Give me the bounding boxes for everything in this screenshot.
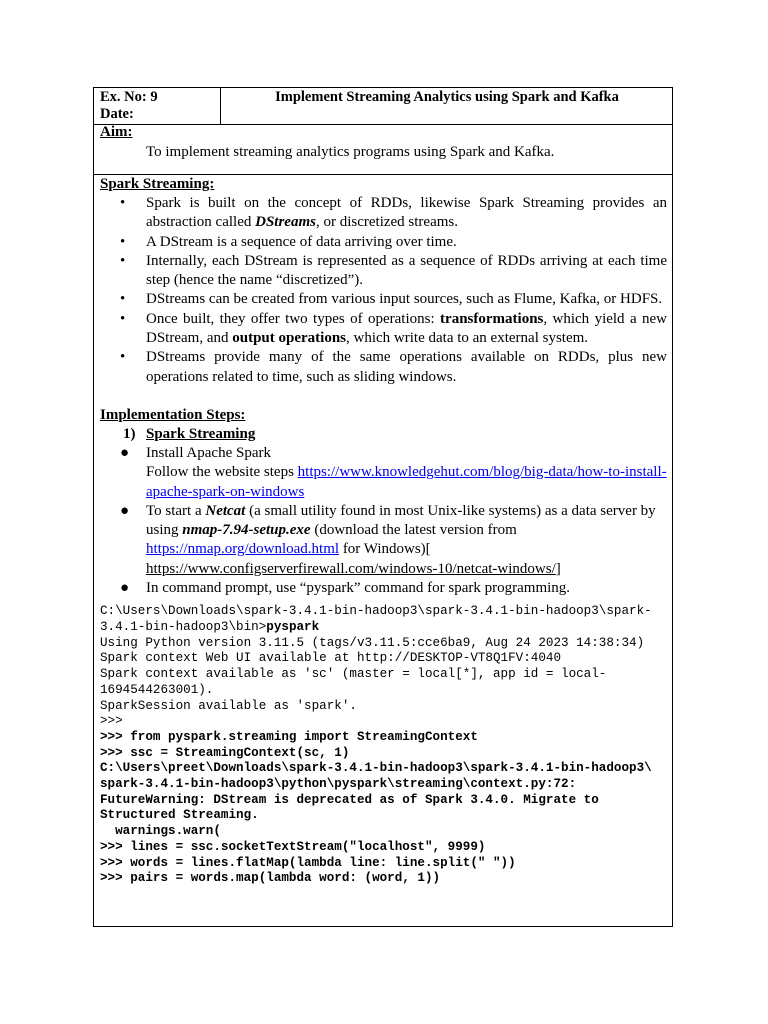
list-item: ● Install Apache Spark Follow the website steps https://www.knowledgehut.com/blog/big-data/how-to-install-apache-spark-on-windows — [120, 444, 667, 500]
step-heading — [100, 425, 667, 444]
list-item: • A DStream is a sequence of data arriving over time. — [120, 233, 457, 250]
console-output: C:\Users\Downloads\spark-3.4.1-bin-hadoop3\spark-3.4.1-bin-hadoop3\spark- 3.4.1-bin-hadoop3\bin>pyspark Using Python version 3.11.5 (tags/v3.11.5:cce6ba9, Aug 24 2023 14:38:34) Spark context Web UI available at http://DESKTOP-VT8Q1FV:4040 Spark context available as 'sc' (master = local[*], app id = local- 1694544263001). SparkSession available as 'spark'. >>> >>> from pyspark.streaming import StreamingContext >>> ssc = StreamingContext(sc, 1) C:\Users\preet\Downloads\spark-3.4.1-bin-hadoop3\spark-3.4.1-bin-hadoop3\ spark-3.4.1-bin-hadoop3\python\pyspark\streaming\context.py:72: FutureWarning: DStream is deprecated as of Spark 3.4.0. Migrate to Structured Streaming. warnings.warn( >>> lines = ssc.socketTextStream("localhost", 9999) >>> words = lines.flatMap(lambda line: line.split(" ")) >>> pairs = words.map(lambda word: (word, 1)) — [100, 604, 652, 886]
list-item: • Internally, each DStream is represented as a sequence of RDDs arriving at each time step (hence the name “discretized”). — [120, 252, 667, 289]
aim-row — [94, 124, 672, 175]
step-number: 1) — [123, 425, 136, 442]
list-item: • Spark is built on the concept of RDDs, likewise Spark Streaming provides an abstraction called DStreams, or discretized streams. — [120, 195, 667, 231]
nmap-download-link[interactable]: https://nmap.org/download.html — [146, 541, 340, 558]
list-item: • Once built, they offer two types of operations: transformations, which yield a new DStream, and output operations, which write data to an external system. — [120, 310, 667, 347]
document-table — [93, 87, 673, 927]
spark-streaming-list — [100, 194, 667, 387]
list-item: ● In command prompt, use “pyspark” command for spark programming. — [120, 580, 571, 597]
header-row — [94, 88, 672, 125]
content-body — [100, 175, 667, 887]
exercise-number: Ex. No: 9 — [100, 89, 158, 105]
exercise-info — [100, 89, 158, 123]
spark-streaming-heading: Spark Streaming: — [100, 176, 215, 192]
knowledgehut-link[interactable]: https://www.knowledgehut.com/blog/big-data/how-to-install-apache-spark-on-windows — [146, 464, 667, 500]
list-item: • DStreams can be created from various input sources, such as Flume, Kafka, or HDFS. — [120, 291, 663, 308]
aim-label: Aim: — [100, 124, 133, 140]
date-label: Date: — [100, 106, 134, 122]
aim-text: To implement streaming analytics programs using Spark and Kafka. — [146, 144, 555, 160]
implementation-list — [100, 444, 667, 598]
configserverfirewall-link[interactable]: https://www.configserverfirewall.com/windows-10/netcat-windows/ — [146, 560, 556, 577]
list-item: • DStreams provide many of the same operations available on RDDs, plus new operations related to time, such as sliding windows. — [120, 349, 667, 385]
exercise-title: Implement Streaming Analytics using Spark and Kafka — [275, 89, 619, 105]
list-item: ● To start a Netcat (a small utility found in most Unix-like systems) as a data server by using nmap-7.94-setup.exe (download the latest version from https://nmap.org/download.html for Windows)[ https://www.configserverfirewall.com/windows-10/netcat-windows/] — [120, 502, 656, 577]
implementation-heading: Implementation Steps: — [100, 406, 246, 423]
step-title: Spark Streaming — [146, 425, 256, 442]
